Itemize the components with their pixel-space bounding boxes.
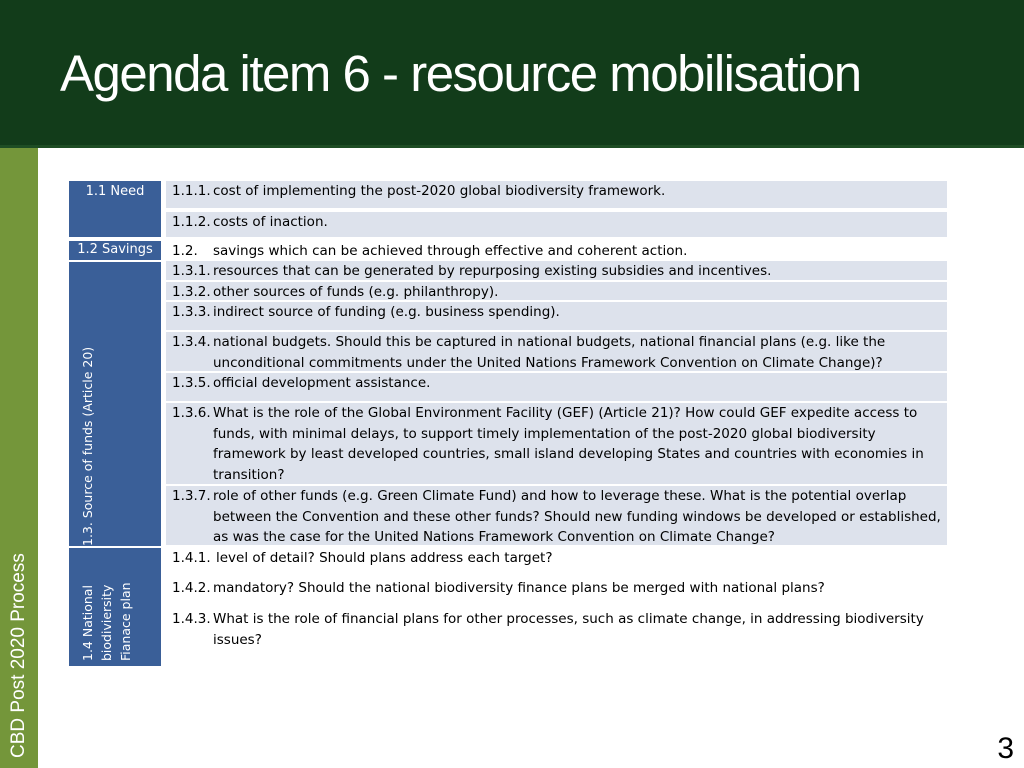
item-text: other sources of funds (e.g. philanthropy). [213, 284, 499, 300]
item-text: What is the role of financial plans for other processes, such as climate change, in addressing biodiversity issues? [213, 611, 924, 648]
item-row-1-3-6 [166, 403, 947, 486]
item-text: national budgets. Should this be captured in national budgets, national financial plans (e.g. like the unconditional commitments under the United Nations Framework Convention on Climate Change)? [213, 334, 886, 371]
slide-title: Agenda item 6 - resource mobilisation [60, 45, 861, 102]
category-need [69, 181, 161, 237]
item-text: official development assistance. [213, 375, 431, 391]
page-number: 3 [997, 732, 1014, 765]
category-national-finance-plan [69, 548, 161, 666]
category-source-label: 1.3. Source of funds (Article 20) [80, 346, 95, 546]
item-row-1-1-2 [166, 212, 947, 239]
category-national-label-line3: Fianace plan [118, 582, 133, 661]
item-text: What is the role of the Global Environment Facility (GEF) (Article 21)? How could GEF expedite access to funds, with minimal delays, to support timely implementation of the post-2020 global biodiversity framework by least developed countries, small island developing States and countries with economies in transition? [213, 405, 924, 483]
item-number: 1.3.1. [172, 263, 211, 279]
item-row-1-3-5 [166, 373, 947, 403]
item-row-1-3-7 [166, 486, 947, 547]
item-text: resources that can be generated by repurposing existing subsidies and incentives. [213, 263, 772, 279]
sidebar-label: CBD Post 2020 Process [8, 553, 29, 758]
category-national-label-line2: biodiviersity [99, 584, 114, 661]
item-row-1-1-1 [166, 181, 947, 210]
item-row-1-3-2 [166, 282, 947, 302]
item-number: 1.4.3. [172, 611, 211, 627]
item-text: mandatory? Should the national biodiversity finance plans be merged with national plans? [213, 580, 825, 596]
item-number: 1.4.1. [172, 550, 211, 566]
item-number: 1.3.7. [172, 488, 211, 504]
item-row-1-3-4 [166, 332, 947, 373]
item-text: costs of inaction. [213, 214, 328, 230]
item-row-1-4-1 [166, 548, 947, 570]
item-text: cost of implementing the post-2020 global biodiversity framework. [213, 183, 666, 199]
item-text: indirect source of funding (e.g. business spending). [213, 304, 560, 320]
item-row-1-4-3 [166, 609, 947, 651]
item-row-1-3-1 [166, 261, 947, 282]
item-row-1-2 [166, 241, 947, 261]
category-need-label: 1.1 Need [85, 184, 145, 199]
item-number: 1.3.4. [172, 334, 211, 350]
item-number: 1.2. [172, 243, 198, 259]
item-text: level of detail? Should plans address each target? [216, 550, 553, 566]
item-text: role of other funds (e.g. Green Climate Fund) and how to leverage these. What is the potential overlap between the Convention and these other funds? Should new funding windows be developed or established, as was the case for the United Nations Framework Convention on Climate Change? [213, 488, 941, 545]
item-text: savings which can be achieved through effective and coherent action. [213, 243, 688, 259]
item-number: 1.3.3. [172, 304, 211, 320]
item-row-1-4-2 [166, 578, 947, 600]
item-number: 1.3.5. [172, 375, 211, 391]
category-source-of-funds [69, 262, 161, 546]
category-savings-label: 1.2 Savings [77, 242, 153, 257]
item-number: 1.1.1. [172, 183, 211, 199]
item-number: 1.3.2. [172, 284, 211, 300]
item-number: 1.3.6. [172, 405, 211, 421]
category-savings [69, 241, 161, 260]
item-row-1-3-3 [166, 302, 947, 332]
category-national-label-line1: 1.4 National [80, 585, 95, 661]
item-number: 1.1.2. [172, 214, 211, 230]
item-number: 1.4.2. [172, 580, 211, 596]
